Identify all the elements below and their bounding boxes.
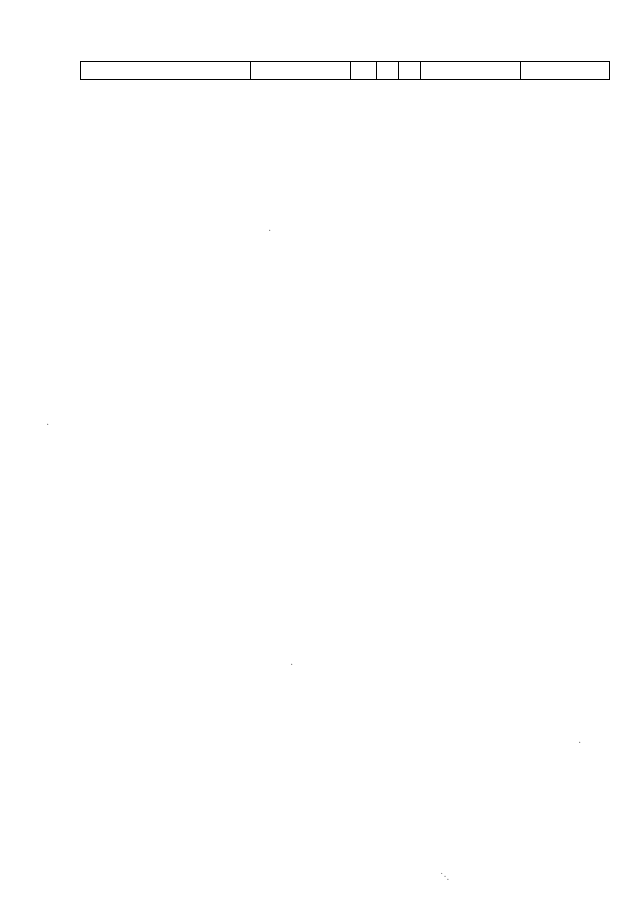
header-col-2 xyxy=(251,62,351,79)
scan-speck: ˙·. xyxy=(440,872,450,883)
scan-speck: · xyxy=(268,226,272,237)
header-col-1 xyxy=(81,62,251,79)
header-col-3 xyxy=(351,62,377,79)
table-header xyxy=(80,61,610,80)
scan-speck: · xyxy=(578,738,582,749)
header-col-6 xyxy=(421,62,521,79)
header-col-5 xyxy=(399,62,421,79)
scan-speck: · xyxy=(46,420,50,431)
header-col-4 xyxy=(377,62,399,79)
header-col-7 xyxy=(521,62,611,79)
scan-speck: · xyxy=(290,660,294,671)
